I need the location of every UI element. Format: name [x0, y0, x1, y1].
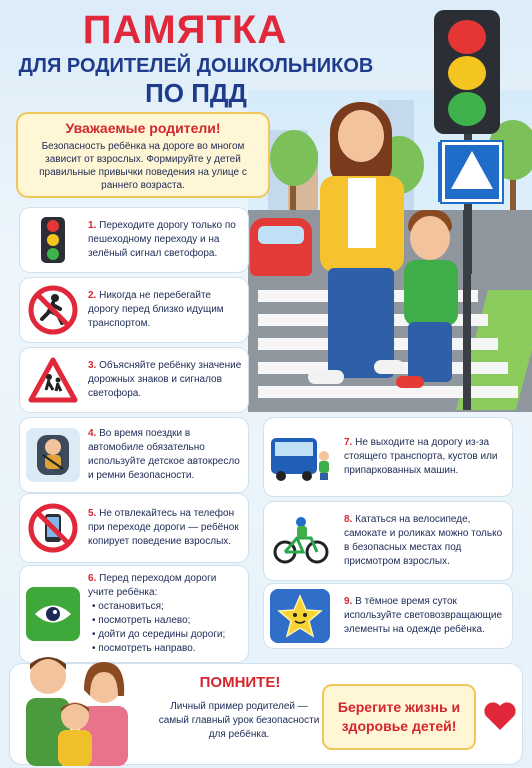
- page-title: ПАМЯТКА: [82, 8, 288, 52]
- rule-number: 7.: [344, 437, 353, 448]
- rule-text: Во время поездки в автомобиле обязательно используйте детское автокресло и ремни безопасности.: [88, 428, 240, 481]
- rule-item-5: [20, 494, 248, 562]
- remember-text: Личный пример родителей — самый главный урок безопасности для ребёнка.: [158, 701, 320, 740]
- rule-number: 6.: [88, 573, 97, 584]
- rule-number: 4.: [88, 428, 97, 439]
- rule-item-4: [20, 418, 248, 492]
- rule-text: Не выходите на дорогу из-за стоящего транспорта, кустов или припаркованных машин.: [344, 437, 498, 476]
- rule-text: Перед переходом дороги учите ребёнка:: [88, 573, 217, 598]
- heart-icon: [482, 698, 518, 734]
- rule-number: 1.: [88, 220, 97, 231]
- intro-box: [16, 112, 270, 198]
- street-scene-illustration: [248, 90, 532, 412]
- intro-text: Безопасность ребёнка на дороге во многом зависит от взрослых. Формируйте у детей правильные привычки поведения на улице с раннего возраста.: [39, 141, 247, 191]
- traffic-light-icon: [40, 216, 66, 264]
- list-item: • дойти до середины дороги;: [92, 628, 242, 642]
- car-seat-icon: [31, 431, 75, 479]
- rule-text: Никогда не перебегайте дорогу перед близко идущим транспортом.: [88, 290, 224, 329]
- red-car-illustration: [250, 218, 312, 276]
- rule-number: 8.: [344, 514, 353, 525]
- traffic-light-icon: [434, 10, 500, 134]
- pedestrian-crossing-sign-icon: [442, 142, 502, 202]
- rule-text: Не отвлекайтесь на телефон при переходе дороги — ребёнок копирует поведение взрослых.: [88, 508, 239, 547]
- bus-icon: [269, 432, 333, 482]
- rule-text: Объясняйте ребёнку значение дорожных знаков и сигналов светофора.: [88, 360, 242, 399]
- rule-text: Переходите дорогу только по пешеходному переходу и на зелёный сигнал светофора.: [88, 220, 236, 259]
- eye-icon: [33, 601, 73, 627]
- children-sign-icon: [28, 357, 78, 403]
- rule-item-8: [264, 502, 512, 580]
- reflective-star-icon: [277, 593, 323, 639]
- rule-item-9: [264, 584, 512, 648]
- rule-number: 5.: [88, 508, 97, 519]
- rule-item-3: [20, 348, 248, 412]
- intro-heading: Уважаемые родители!: [65, 120, 221, 136]
- rule-item-1: [20, 208, 248, 272]
- list-item: • посмотреть налево;: [92, 614, 242, 628]
- bicycle-icon: [271, 516, 331, 566]
- rule-number: 3.: [88, 360, 97, 371]
- rule-text: В тёмное время суток используйте световозвращающие элементы на одежде ребёнка.: [344, 596, 503, 635]
- list-item: • посмотреть направо.: [92, 642, 242, 656]
- remember-title: ПОМНИТЕ!: [199, 674, 281, 691]
- rule-item-7: [264, 418, 512, 496]
- rule-text: Кататься на велосипеде, самокате и роликах можно только в безопасных местах под присмотром взрослых.: [344, 514, 503, 567]
- rule-number: 9.: [344, 596, 353, 607]
- family-illustration: [14, 636, 144, 766]
- rule-item-2: [20, 278, 248, 342]
- page-subtitle-2: ПО ПДД: [145, 78, 247, 108]
- slogan-box: Берегите жизнь и здоровье детей!: [322, 684, 476, 750]
- rule-number: 2.: [88, 290, 97, 301]
- list-item: • остановиться;: [92, 600, 242, 614]
- no-phone-icon: [28, 503, 78, 553]
- page-subtitle: ДЛЯ РОДИТЕЛЕЙ ДОШКОЛЬНИКОВ: [18, 55, 374, 77]
- no-running-icon: [28, 285, 78, 335]
